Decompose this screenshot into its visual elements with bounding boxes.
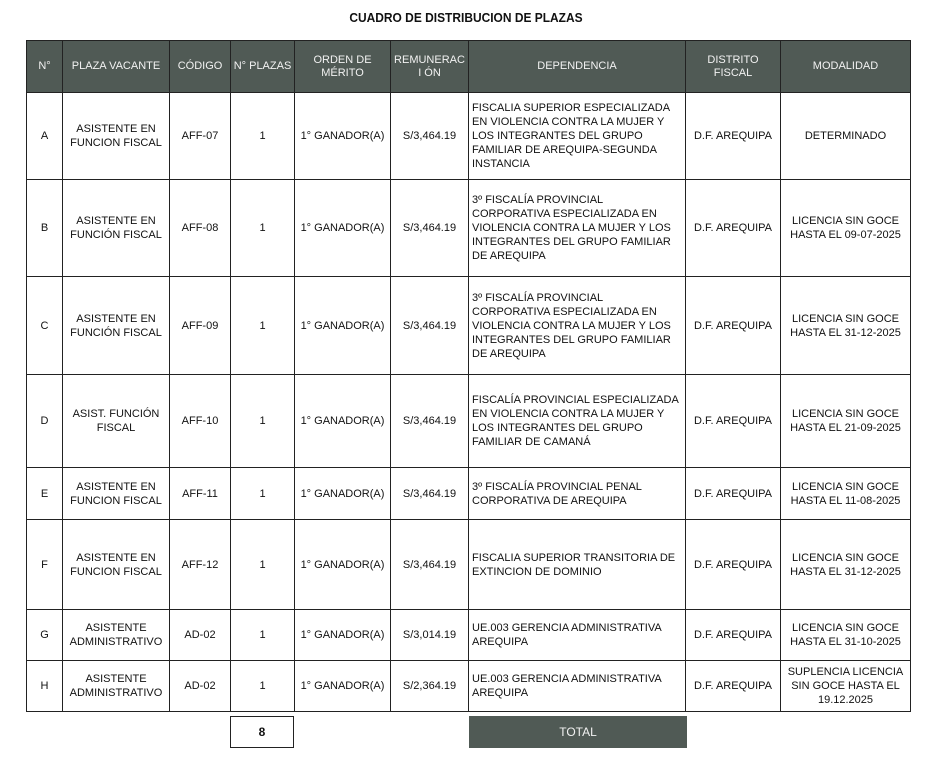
header-orden-merito-text: ORDEN DE MÉRITO <box>313 53 372 79</box>
distribution-table <box>26 40 911 712</box>
cell-codigo: AFF-11 <box>170 468 231 520</box>
cell-codigo: AD-02 <box>170 661 231 712</box>
cell-n: B <box>27 180 63 277</box>
cell-dependencia: UE.003 GERENCIA ADMINISTRATIVA AREQUIPA <box>469 661 686 712</box>
header-num-plazas: N° PLAZAS <box>231 41 295 93</box>
cell-modalidad: LICENCIA SIN GOCE HASTA EL 31-12-2025 <box>781 277 911 375</box>
cell-codigo: AFF-09 <box>170 277 231 375</box>
cell-n: H <box>27 661 63 712</box>
header-dependencia: DEPENDENCIA <box>469 41 686 93</box>
header-row <box>27 41 911 93</box>
cell-orden: 1° GANADOR(A) <box>295 375 391 468</box>
cell-codigo: AD-02 <box>170 610 231 661</box>
cell-modalidad: LICENCIA SIN GOCE HASTA EL 11-08-2025 <box>781 468 911 520</box>
cell-plaza: ASISTENTE EN FUNCION FISCAL <box>63 468 170 520</box>
total-plazas-count: 8 <box>230 716 294 748</box>
table-row <box>27 520 911 610</box>
cell-orden: 1° GANADOR(A) <box>295 180 391 277</box>
cell-codigo: AFF-08 <box>170 180 231 277</box>
cell-codigo: AFF-12 <box>170 520 231 610</box>
cell-orden: 1° GANADOR(A) <box>295 277 391 375</box>
cell-modalidad: LICENCIA SIN GOCE HASTA EL 31-12-2025 <box>781 520 911 610</box>
cell-remuneracion: S/3,014.19 <box>391 610 469 661</box>
cell-remuneracion: S/3,464.19 <box>391 93 469 180</box>
cell-distrito: D.F. AREQUIPA <box>686 93 781 180</box>
cell-num-plazas: 1 <box>231 468 295 520</box>
header-modalidad: MODALIDAD <box>781 41 911 93</box>
cell-plaza: ASISTENTE EN FUNCION FISCAL <box>63 520 170 610</box>
cell-dependencia: FISCALÍA PROVINCIAL ESPECIALIZADA EN VIOLENCIA CONTRA LA MUJER Y LOS INTEGRANTES DEL GRUPO FAMILIAR DE CAMANÁ <box>469 375 686 468</box>
table-row <box>27 277 911 375</box>
cell-dependencia: FISCALIA SUPERIOR TRANSITORIA DE EXTINCION DE DOMINIO <box>469 520 686 610</box>
cell-n: A <box>27 93 63 180</box>
cell-plaza: ASISTENTE ADMINISTRATIVO <box>63 610 170 661</box>
table-row <box>27 610 911 661</box>
cell-remuneracion: S/3,464.19 <box>391 520 469 610</box>
cell-remuneracion: S/3,464.19 <box>391 468 469 520</box>
header-n: N° <box>27 41 63 93</box>
cell-dependencia: 3º FISCALÍA PROVINCIAL CORPORATIVA ESPECIALIZADA EN VIOLENCIA CONTRA LA MUJER Y LOS INTEGRANTES DEL GRUPO FAMILIAR DE AREQUIPA <box>469 180 686 277</box>
cell-modalidad: LICENCIA SIN GOCE HASTA EL 09-07-2025 <box>781 180 911 277</box>
cell-modalidad: DETERMINADO <box>781 93 911 180</box>
cell-codigo: AFF-07 <box>170 93 231 180</box>
cell-modalidad: LICENCIA SIN GOCE HASTA EL 21-09-2025 <box>781 375 911 468</box>
cell-dependencia: 3º FISCALÍA PROVINCIAL CORPORATIVA ESPECIALIZADA EN VIOLENCIA CONTRA LA MUJER Y LOS INTEGRANTES DEL GRUPO FAMILIAR DE AREQUIPA <box>469 277 686 375</box>
cell-plaza: ASISTENTE EN FUNCION FISCAL <box>63 93 170 180</box>
cell-distrito: D.F. AREQUIPA <box>686 375 781 468</box>
header-orden-merito <box>295 41 391 93</box>
cell-plaza: ASISTENTE EN FUNCIÓN FISCAL <box>63 180 170 277</box>
cell-orden: 1° GANADOR(A) <box>295 93 391 180</box>
cell-orden: 1° GANADOR(A) <box>295 661 391 712</box>
cell-orden: 1° GANADOR(A) <box>295 520 391 610</box>
cell-num-plazas: 1 <box>231 93 295 180</box>
cell-distrito: D.F. AREQUIPA <box>686 277 781 375</box>
table-row <box>27 661 911 712</box>
table-row <box>27 180 911 277</box>
cell-distrito: D.F. AREQUIPA <box>686 468 781 520</box>
cell-num-plazas: 1 <box>231 375 295 468</box>
cell-dependencia: 3º FISCALÍA PROVINCIAL PENAL CORPORATIVA DE AREQUIPA <box>469 468 686 520</box>
cell-n: C <box>27 277 63 375</box>
cell-num-plazas: 1 <box>231 520 295 610</box>
table-row <box>27 93 911 180</box>
cell-n: D <box>27 375 63 468</box>
header-remuneracion <box>391 41 469 93</box>
cell-dependencia: UE.003 GERENCIA ADMINISTRATIVA AREQUIPA <box>469 610 686 661</box>
cell-distrito: D.F. AREQUIPA <box>686 520 781 610</box>
header-distrito-fiscal: DISTRITO FISCAL <box>686 41 781 93</box>
cell-num-plazas: 1 <box>231 610 295 661</box>
cell-num-plazas: 1 <box>231 277 295 375</box>
cell-plaza: ASIST. FUNCIÓN FISCAL <box>63 375 170 468</box>
cell-num-plazas: 1 <box>231 661 295 712</box>
cell-orden: 1° GANADOR(A) <box>295 610 391 661</box>
cell-plaza: ASISTENTE EN FUNCIÓN FISCAL <box>63 277 170 375</box>
document-title: CUADRO DE DISTRIBUCION DE PLAZAS <box>349 10 583 25</box>
cell-remuneracion: S/3,464.19 <box>391 375 469 468</box>
cell-distrito: D.F. AREQUIPA <box>686 661 781 712</box>
cell-dependencia: FISCALIA SUPERIOR ESPECIALIZADA EN VIOLENCIA CONTRA LA MUJER Y LOS INTEGRANTES DEL GRUPO FAMILIAR DE AREQUIPA-SEGUNDA INSTANCIA <box>469 93 686 180</box>
table-row <box>27 468 911 520</box>
header-remuneracion-text: REMUNERACI ÓN <box>394 53 465 79</box>
cell-plaza: ASISTENTE ADMINISTRATIVO <box>63 661 170 712</box>
cell-distrito: D.F. AREQUIPA <box>686 180 781 277</box>
cell-remuneracion: S/3,464.19 <box>391 180 469 277</box>
total-label: TOTAL <box>469 716 687 748</box>
header-plaza-vacante: PLAZA VACANTE <box>63 41 170 93</box>
cell-distrito: D.F. AREQUIPA <box>686 610 781 661</box>
header-codigo: CÓDIGO <box>170 41 231 93</box>
cell-n: E <box>27 468 63 520</box>
cell-remuneracion: S/3,464.19 <box>391 277 469 375</box>
cell-orden: 1° GANADOR(A) <box>295 468 391 520</box>
cell-remuneracion: S/2,364.19 <box>391 661 469 712</box>
cell-num-plazas: 1 <box>231 180 295 277</box>
cell-n: F <box>27 520 63 610</box>
cell-codigo: AFF-10 <box>170 375 231 468</box>
cell-modalidad: SUPLENCIA LICENCIA SIN GOCE HASTA EL 19.12.2025 <box>781 661 911 712</box>
cell-n: G <box>27 610 63 661</box>
table-row <box>27 375 911 468</box>
cell-modalidad: LICENCIA SIN GOCE HASTA EL 31-10-2025 <box>781 610 911 661</box>
